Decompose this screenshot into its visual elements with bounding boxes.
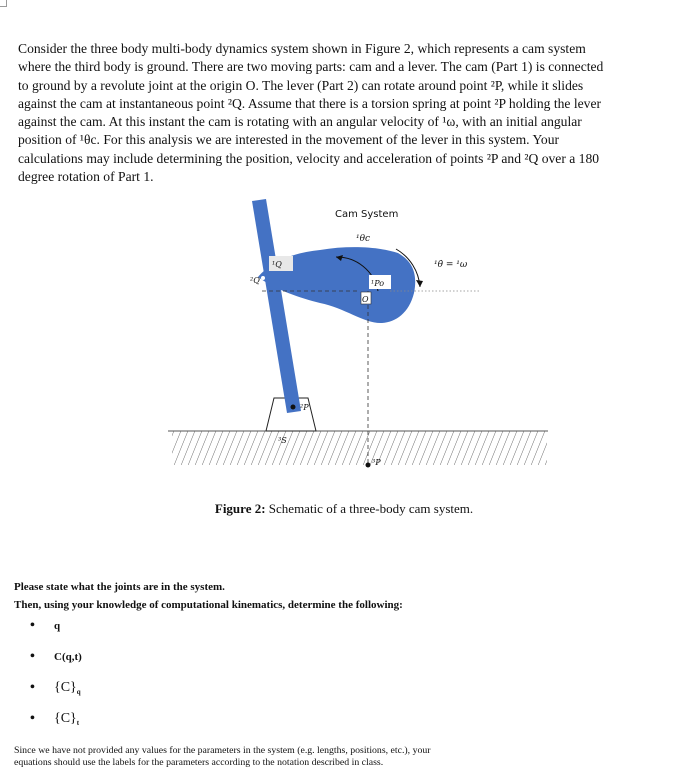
figure-title: Cam System: [335, 209, 399, 220]
label-theta-c: ¹θc: [356, 234, 371, 244]
label-s3: ³S: [278, 436, 287, 445]
caption-number: Figure 2:: [214, 501, 266, 516]
figure-caption: [0, 501, 688, 517]
intro-line-7: calculations may include determining the position, velocity and acceleration of points ²P and ²Q over a 180: [18, 150, 600, 166]
note-line-2: equations should use the labels for the parameters according to the notation described in class.: [14, 757, 384, 768]
label-po: ¹Po: [371, 279, 385, 288]
list-item: [30, 680, 81, 696]
lever-body: [252, 199, 301, 413]
intro-line-2: where the third body is ground. There are two moving parts: cam and a lever. The cam (Part 1) is connected: [18, 59, 604, 75]
item-constraint-vector: C(q,t): [54, 651, 82, 663]
item-jacobian-t: {C}: [54, 711, 77, 726]
contact-point: [261, 276, 265, 280]
intro-line-6: position of ¹θc. For this analysis we are interested in the movement of the lever in this system. Your: [18, 132, 560, 148]
item-jacobian-q-subscript: q: [76, 688, 81, 697]
list-item: [30, 711, 79, 727]
page-corner-mark: [0, 0, 7, 7]
intro-line-5: against the cam. At this instant the cam is rotating with an angular velocity of ¹ω, with an initial angular: [18, 114, 582, 130]
bullet-dot: •: [30, 680, 35, 695]
label-origin: O: [362, 295, 369, 304]
label-omega-eq: ¹θ̇ = ¹ω: [434, 260, 468, 270]
intro-line-4: against the cam at instantaneous point ²Q. Assume that there is a torsion spring at point ²P holding the lever: [18, 95, 602, 111]
item-jacobian-q: {C}: [54, 680, 77, 695]
question-line-1: Please state what the joints are in the system.: [14, 581, 225, 593]
list-item: [30, 649, 82, 665]
ground-point: [366, 463, 371, 468]
label-q2: ²Q: [250, 276, 260, 285]
label-p2: ²P: [300, 403, 309, 412]
item-generalized-coords: q: [54, 620, 61, 632]
question-line-2: Then, using your knowledge of computational kinematics, determine the following:: [14, 599, 403, 611]
list-item: [30, 618, 60, 634]
angular-velocity-arrowhead: [416, 280, 423, 287]
problem-statement: [18, 40, 668, 186]
item-jacobian-t-subscript: t: [76, 719, 80, 728]
intro-line-1: Consider the three body multi-body dynamics system shown in Figure 2, which represents a cam system: [18, 41, 586, 56]
closing-note: [14, 745, 534, 769]
bullet-dot: •: [30, 711, 35, 726]
ground-hatching: [172, 431, 547, 465]
label-p3: ³P: [372, 458, 381, 467]
question-instructions: [14, 578, 674, 614]
note-line-1: Since we have not provided any values for the parameters in the system (e.g. lengths, positions, etc.), your: [14, 745, 431, 756]
intro-line-3: to ground by a revolute joint at the origin O. The lever (Part 2) can rotate around point ²P, while it slides: [18, 77, 584, 93]
cam-system-schematic: [150, 195, 550, 485]
bullet-dot: •: [30, 649, 35, 664]
lever-pivot-point: [291, 405, 296, 410]
caption-text: Schematic of a three-body cam system.: [265, 501, 474, 516]
intro-line-8: degree rotation of Part 1.: [18, 169, 154, 185]
label-q1: ¹Q: [272, 260, 282, 269]
bullet-dot: •: [30, 618, 35, 633]
